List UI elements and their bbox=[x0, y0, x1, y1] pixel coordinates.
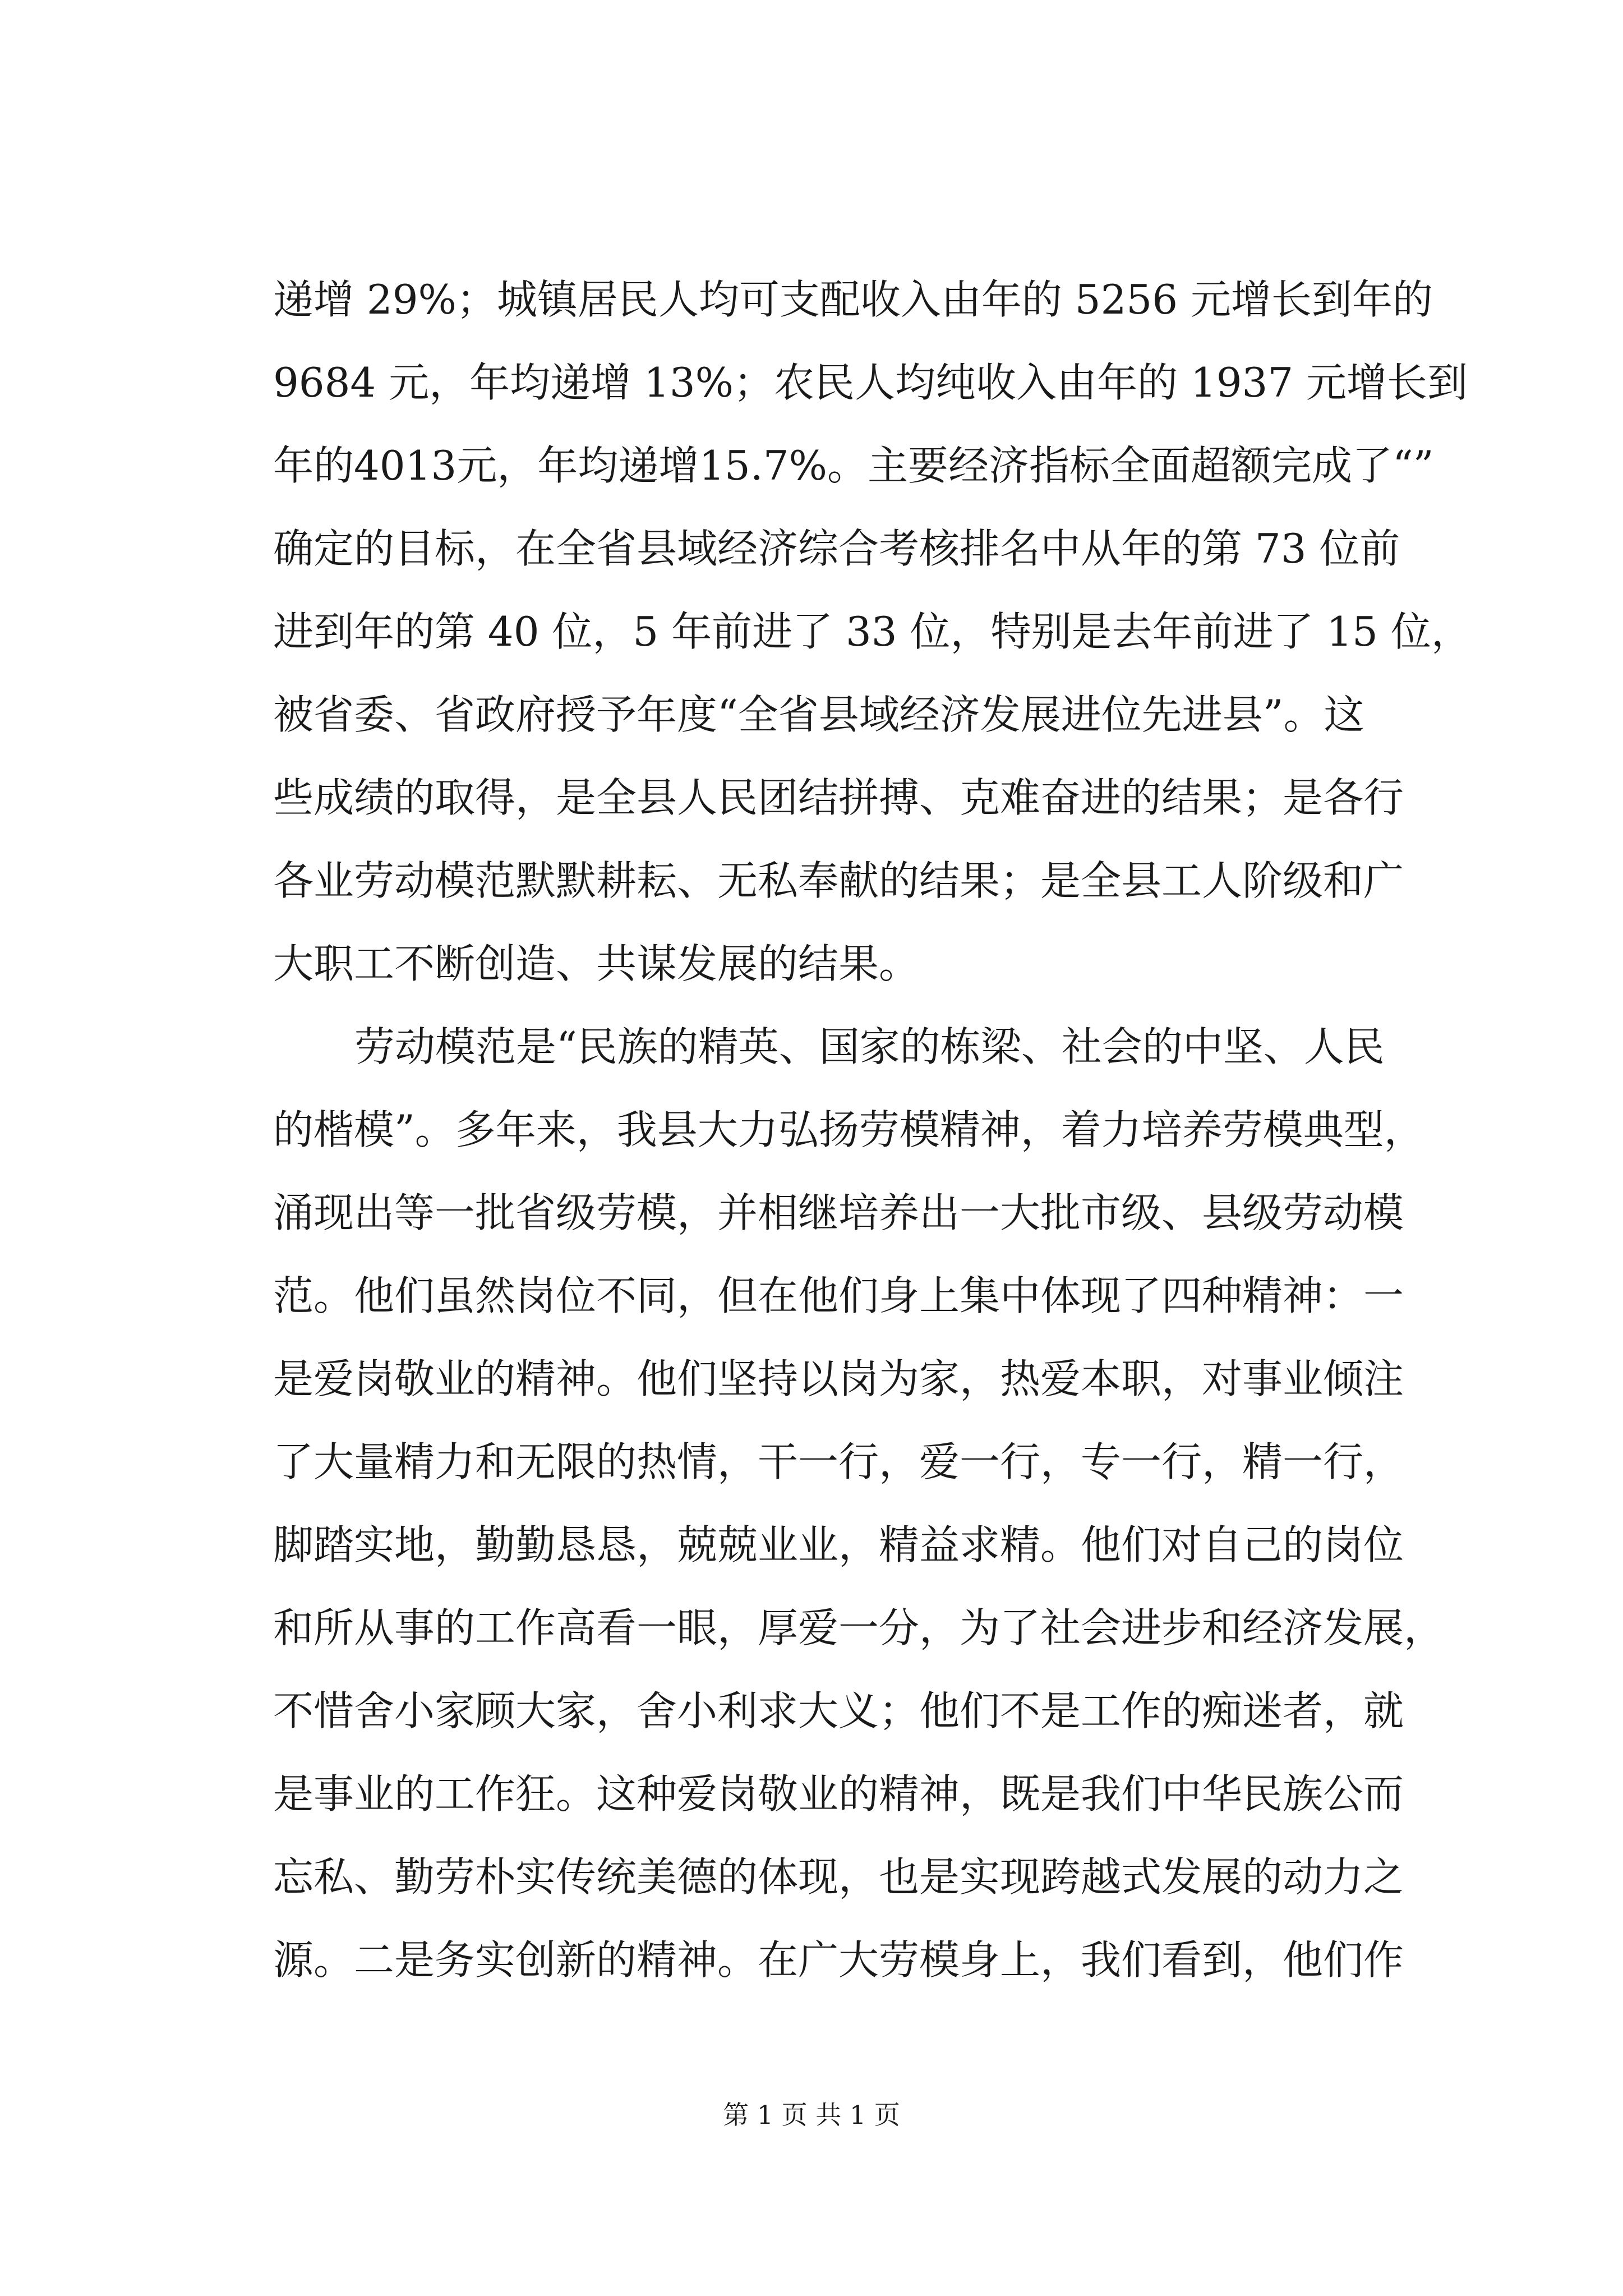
text-line: 大职工不断创造、共谋发展的结果。 bbox=[273, 940, 920, 987]
text-line: 9684 元，年均递增 13%；农民人均纯收入由年的 1937 元增长到 bbox=[273, 359, 1468, 406]
text-line: 递增 29%；城镇居民人均可支配收入由年的 5256 元增长到年的 bbox=[273, 276, 1433, 323]
text-line: 确定的目标，在全省县域经济综合考核排名中从年的第 73 位前 bbox=[273, 525, 1400, 572]
page-footer: 第 1 页 共 1 页 bbox=[723, 2100, 900, 2130]
text-line: 些成绩的取得，是全县人民团结拼搏、克难奋进的结果；是各行 bbox=[273, 774, 1404, 821]
text-line: 忘私、勤劳朴实传统美德的体现，也是实现跨越式发展的动力之 bbox=[273, 1853, 1404, 1901]
text-line: 的楷模”。多年来，我县大力弘扬劳模精神，着力培养劳模典型， bbox=[273, 1106, 1424, 1153]
paragraph-1 bbox=[273, 258, 1472, 1005]
paragraph-2 bbox=[273, 1005, 1445, 2001]
text-line: 进到年的第 40 位，5 年前进了 33 位，特别是去年前进了 15 位， bbox=[273, 608, 1472, 655]
text-line: 年的4013元，年均递增15.7%。主要经济指标全面超额完成了“” bbox=[273, 442, 1434, 489]
text-line: 了大量精力和无限的热情，干一行，爱一行，专一行，精一行， bbox=[273, 1438, 1404, 1485]
text-line: 脚踏实地，勤勤恳恳，兢兢业业，精益求精。他们对自己的岗位 bbox=[273, 1521, 1404, 1568]
text-line: 涌现出等一批省级劳模，并相继培养出一大批市级、县级劳动模 bbox=[273, 1189, 1404, 1236]
text-line: 是爱岗敬业的精神。他们坚持以岗为家，热爱本职，对事业倾注 bbox=[273, 1355, 1404, 1402]
text-line: 不惜舍小家顾大家，舍小利求大义；他们不是工作的痴迷者，就 bbox=[273, 1687, 1404, 1734]
text-line: 是事业的工作狂。这种爱岗敬业的精神，既是我们中华民族公而 bbox=[273, 1770, 1404, 1818]
document-body bbox=[273, 258, 1472, 2001]
text-line: 和所从事的工作高看一眼，厚爱一分，为了社会进步和经济发展， bbox=[273, 1604, 1445, 1651]
text-line: 各业劳动模范默默耕耘、无私奉献的结果；是全县工人阶级和广 bbox=[273, 857, 1404, 904]
text-line: 劳动模范是“民族的精英、国家的栋梁、社会的中坚、人民 bbox=[354, 1023, 1385, 1070]
text-line: 源。二是务实创新的精神。在广大劳模身上，我们看到，他们作 bbox=[273, 1936, 1404, 1984]
text-line: 被省委、省政府授予年度“全省县域经济发展进位先进县”。这 bbox=[273, 691, 1364, 738]
text-line: 范。他们虽然岗位不同，但在他们身上集中体现了四种精神：一 bbox=[273, 1272, 1404, 1319]
